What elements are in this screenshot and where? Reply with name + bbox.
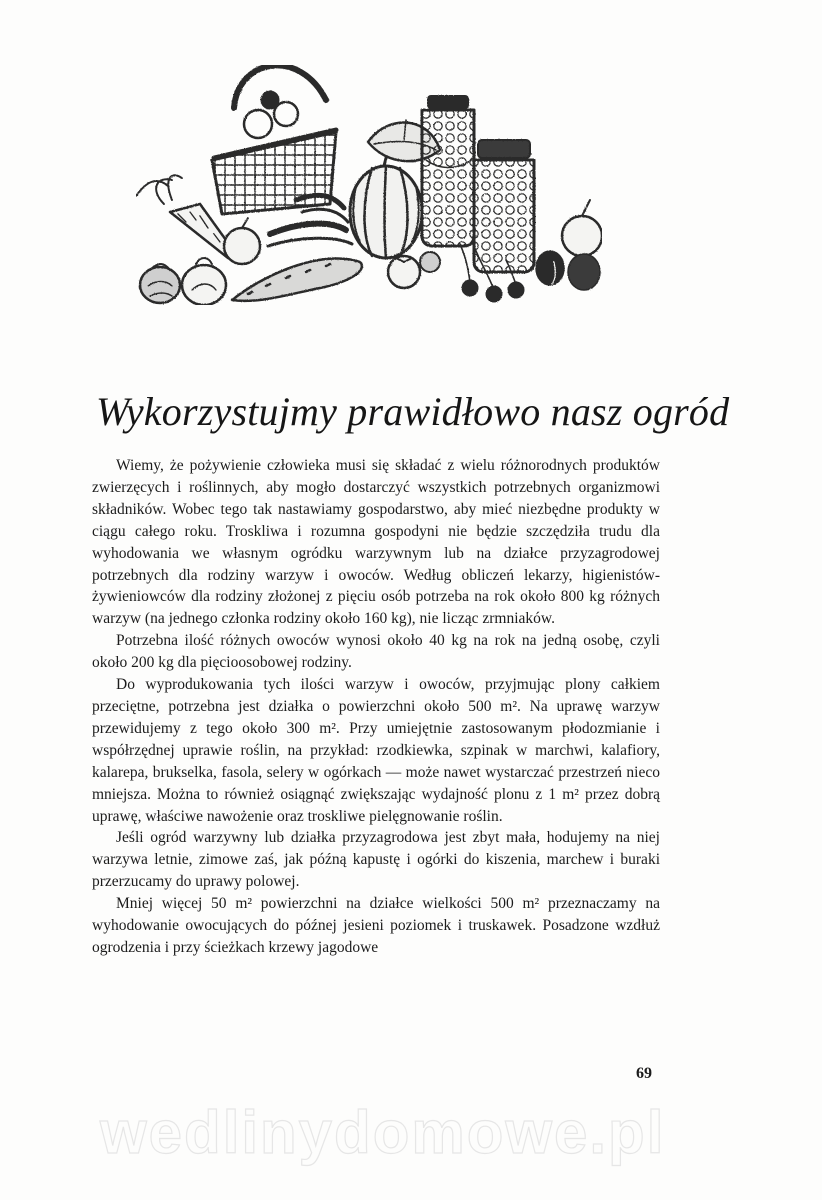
article-title: Wykorzystujmy prawidłowo nasz ogród: [96, 389, 730, 434]
pumpkin: [350, 150, 422, 258]
paragraph-3: Do wyprodukowania tych ilości warzyw i owoców, przyjmując plony całkiem przeciętne, potrzebna jest działka o powierzchni około 500 m². Na uprawę warzyw przewidujemy z tego około 300 m². Przy umiejętnie zastosowanym płodozmianie i współrzędnej uprawie roślin, na przykład: rzodkiewka, szpinak w marchwi, kalafiory, kalarepa, brukselka, fasola, selery w ogórkach — może nawet wystarczać przestrzeń nieco mniejsza. Można to również osiągnąć zwiększając wydajność plonu z 1 m² przez dobrą uprawę, właściwe nawożenie oraz troskliwe pielęgnowanie roślin.: [92, 676, 660, 825]
paragraph-2: Potrzebna ilość różnych owoców wynosi około 40 kg na rok na jedną osobę, czyli około 200 kg dla pięcioosobowej rodziny.: [92, 632, 660, 672]
plums: [536, 251, 600, 290]
basket: [212, 65, 336, 214]
jar-left: [422, 96, 474, 246]
paragraph-4: Jeśli ogród warzywny lub działka przyzagrodowa jest zbyt mała, hodujemy na niej warzywa letnie, zimowe zaś, jak późną kapustę i ogórki do kiszenia, marchew i buraki przerzucamy do uprawy polowej.: [92, 829, 660, 891]
onions: [140, 258, 226, 305]
watermark: wedlinydomowe.pl: [100, 1099, 666, 1166]
illustration-vegetables: [0, 0, 822, 320]
tomatoes: [388, 252, 440, 288]
paragraph-1: Wiemy, że pożywienie człowieka musi się składać z wielu różnorodnych produktów zwierzęcych i roślinnych, aby mogło dostarczyć wszystkich potrzebnych organizmowi składników. Wobec tego tak nastawiamy gospodarstwo, aby mieć niezbędne produkty w ciągu całego roku. Troskliwa i rozumna gospodyni nie będzie szczędziła trudu dla wyhodowania we własnym ogródku warzywnym lub na działce przyzagrodowej potrzebnych dla rodziny warzyw i owoców. Według obliczeń lekarzy, higienistów-żywieniowców dla rodziny złożonej z pięciu osób potrzeba na rok około 800 kg różnych warzyw (na jednego członka rodziny około 160 kg), nie licząc zrmniaków.: [92, 457, 660, 628]
jar-right: [474, 140, 534, 272]
page-number: 69: [636, 1065, 652, 1082]
paragraph-5: Mniej więcej 50 m² powierzchni na działce wielkości 500 m² przeznaczamy na wyhodowanie owocujących do późnej jesieni poziomek i truskawek. Posadzone wzdłuż ogrodzenia i przy ścieżkach krzewy jagodowe: [92, 895, 660, 956]
article-body: [92, 455, 660, 959]
